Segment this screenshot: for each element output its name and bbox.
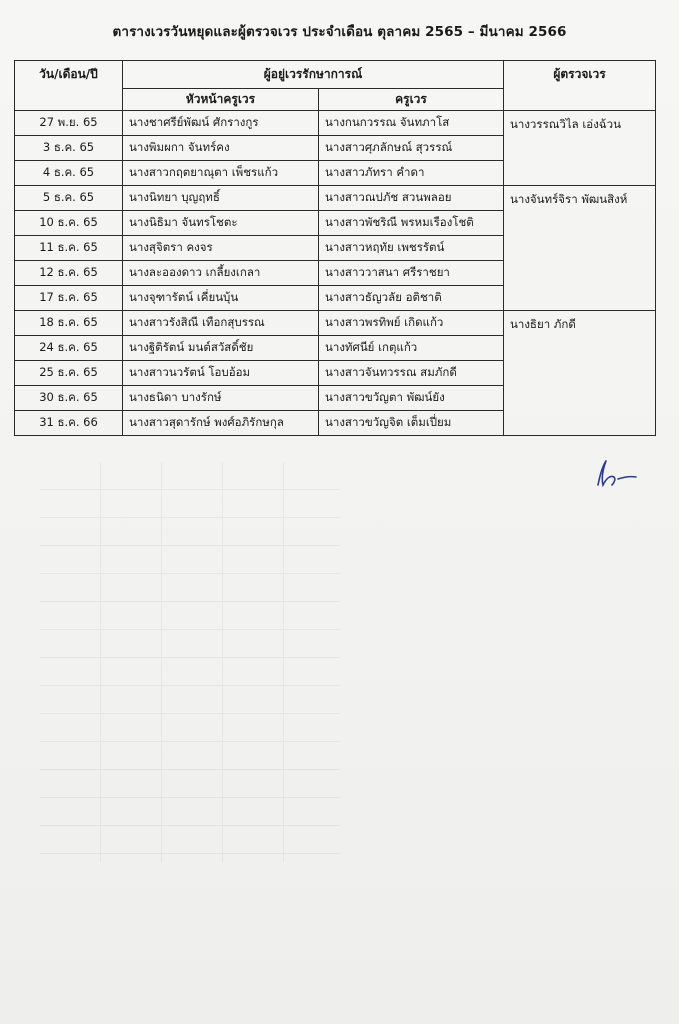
show-through-background <box>40 462 340 862</box>
date-cell: 17 ธ.ค. 65 <box>15 286 123 311</box>
date-cell: 30 ธ.ค. 65 <box>15 386 123 411</box>
teacher-cell: นางสาวภัทรา คำดา <box>319 161 504 186</box>
table-row <box>15 111 656 136</box>
date-cell: 11 ธ.ค. 65 <box>15 236 123 261</box>
chief-cell: นางสาวสุดารักษ์ พงศ์อภิรักษกุล <box>123 411 319 436</box>
inspector-cell: นางจันทร์จิรา พัฒนสิงห์ <box>504 186 656 311</box>
chief-cell: นางสาวรังสิณี เทือกสุบรรณ <box>123 311 319 336</box>
chief-cell: นางสาวกฤตยาณุตา เพ็ชรแก้ว <box>123 161 319 186</box>
chief-cell: นางนิธิมา จันทรโชตะ <box>123 211 319 236</box>
date-cell: 5 ธ.ค. 65 <box>15 186 123 211</box>
teacher-cell: นางกนกวรรณ จันทภาโส <box>319 111 504 136</box>
chief-cell: นางจุฑารัตน์ เคี่ยนบุ้น <box>123 286 319 311</box>
header-date: วัน/เดือน/ปี <box>15 61 123 111</box>
inspector-cell: นางวรรณวิไล เอ่งฉ้วน <box>504 111 656 186</box>
date-cell: 18 ธ.ค. 65 <box>15 311 123 336</box>
chief-cell: นางนิทยา บุญฤทธิ์ <box>123 186 319 211</box>
teacher-cell: นางสาวณปภัช สวนพลอย <box>319 186 504 211</box>
teacher-cell: นางสาวขวัญตา พัฒน์ยัง <box>319 386 504 411</box>
date-cell: 27 พ.ย. 65 <box>15 111 123 136</box>
chief-cell: นางละอองดาว เกลี้ยงเกลา <box>123 261 319 286</box>
date-cell: 4 ธ.ค. 65 <box>15 161 123 186</box>
header-chief: หัวหน้าครูเวร <box>123 89 319 111</box>
chief-cell: นางธนิดา บางรักษ์ <box>123 386 319 411</box>
teacher-cell: นางสาวศุภลักษณ์ สุวรรณ์ <box>319 136 504 161</box>
signature-mark <box>590 455 640 491</box>
teacher-cell: นางสาวหฤทัย เพชรรัตน์ <box>319 236 504 261</box>
chief-cell: นางฐิติรัตน์ มนต์สวัสดิ์ชัย <box>123 336 319 361</box>
table-row <box>15 186 656 211</box>
date-cell: 3 ธ.ค. 65 <box>15 136 123 161</box>
document-title: ตารางเวรวันหยุดและผู้ตรวจเวร ประจำเดือน ตุลาคม 2565 – มีนาคม 2566 <box>112 24 567 40</box>
chief-cell: นางสุจิตรา คงจร <box>123 236 319 261</box>
roster-body <box>15 111 656 436</box>
teacher-cell: นางทัศนีย์ เกตุแก้ว <box>319 336 504 361</box>
teacher-cell: นางสาวพรทิพย์ เกิดแก้ว <box>319 311 504 336</box>
teacher-cell: นางสาวพัชริณี พรหมเรืองโชติ <box>319 211 504 236</box>
date-cell: 10 ธ.ค. 65 <box>15 211 123 236</box>
date-cell: 31 ธ.ค. 66 <box>15 411 123 436</box>
teacher-cell: นางสาววาสนา ศรีราชยา <box>319 261 504 286</box>
date-cell: 24 ธ.ค. 65 <box>15 336 123 361</box>
header-inspector: ผู้ตรวจเวร <box>504 61 656 111</box>
date-cell: 25 ธ.ค. 65 <box>15 361 123 386</box>
duty-roster-table <box>14 60 656 436</box>
inspector-cell: นางธิยา ภักดี <box>504 311 656 436</box>
chief-cell: นางพิมผกา จันทร์คง <box>123 136 319 161</box>
header-teacher: ครูเวร <box>319 89 504 111</box>
teacher-cell: นางสาวธัญวลัย อติชาติ <box>319 286 504 311</box>
teacher-cell: นางสาวขวัญจิต เต็มเปี่ยม <box>319 411 504 436</box>
header-duty-group: ผู้อยู่เวรรักษาการณ์ <box>123 61 504 89</box>
teacher-cell: นางสาวจันทวรรณ สมภักดี <box>319 361 504 386</box>
table-row <box>15 311 656 336</box>
date-cell: 12 ธ.ค. 65 <box>15 261 123 286</box>
chief-cell: นางชาศรีย์พัฒน์ ศักรางกูร <box>123 111 319 136</box>
chief-cell: นางสาวนวรัตน์ โอบอ้อม <box>123 361 319 386</box>
